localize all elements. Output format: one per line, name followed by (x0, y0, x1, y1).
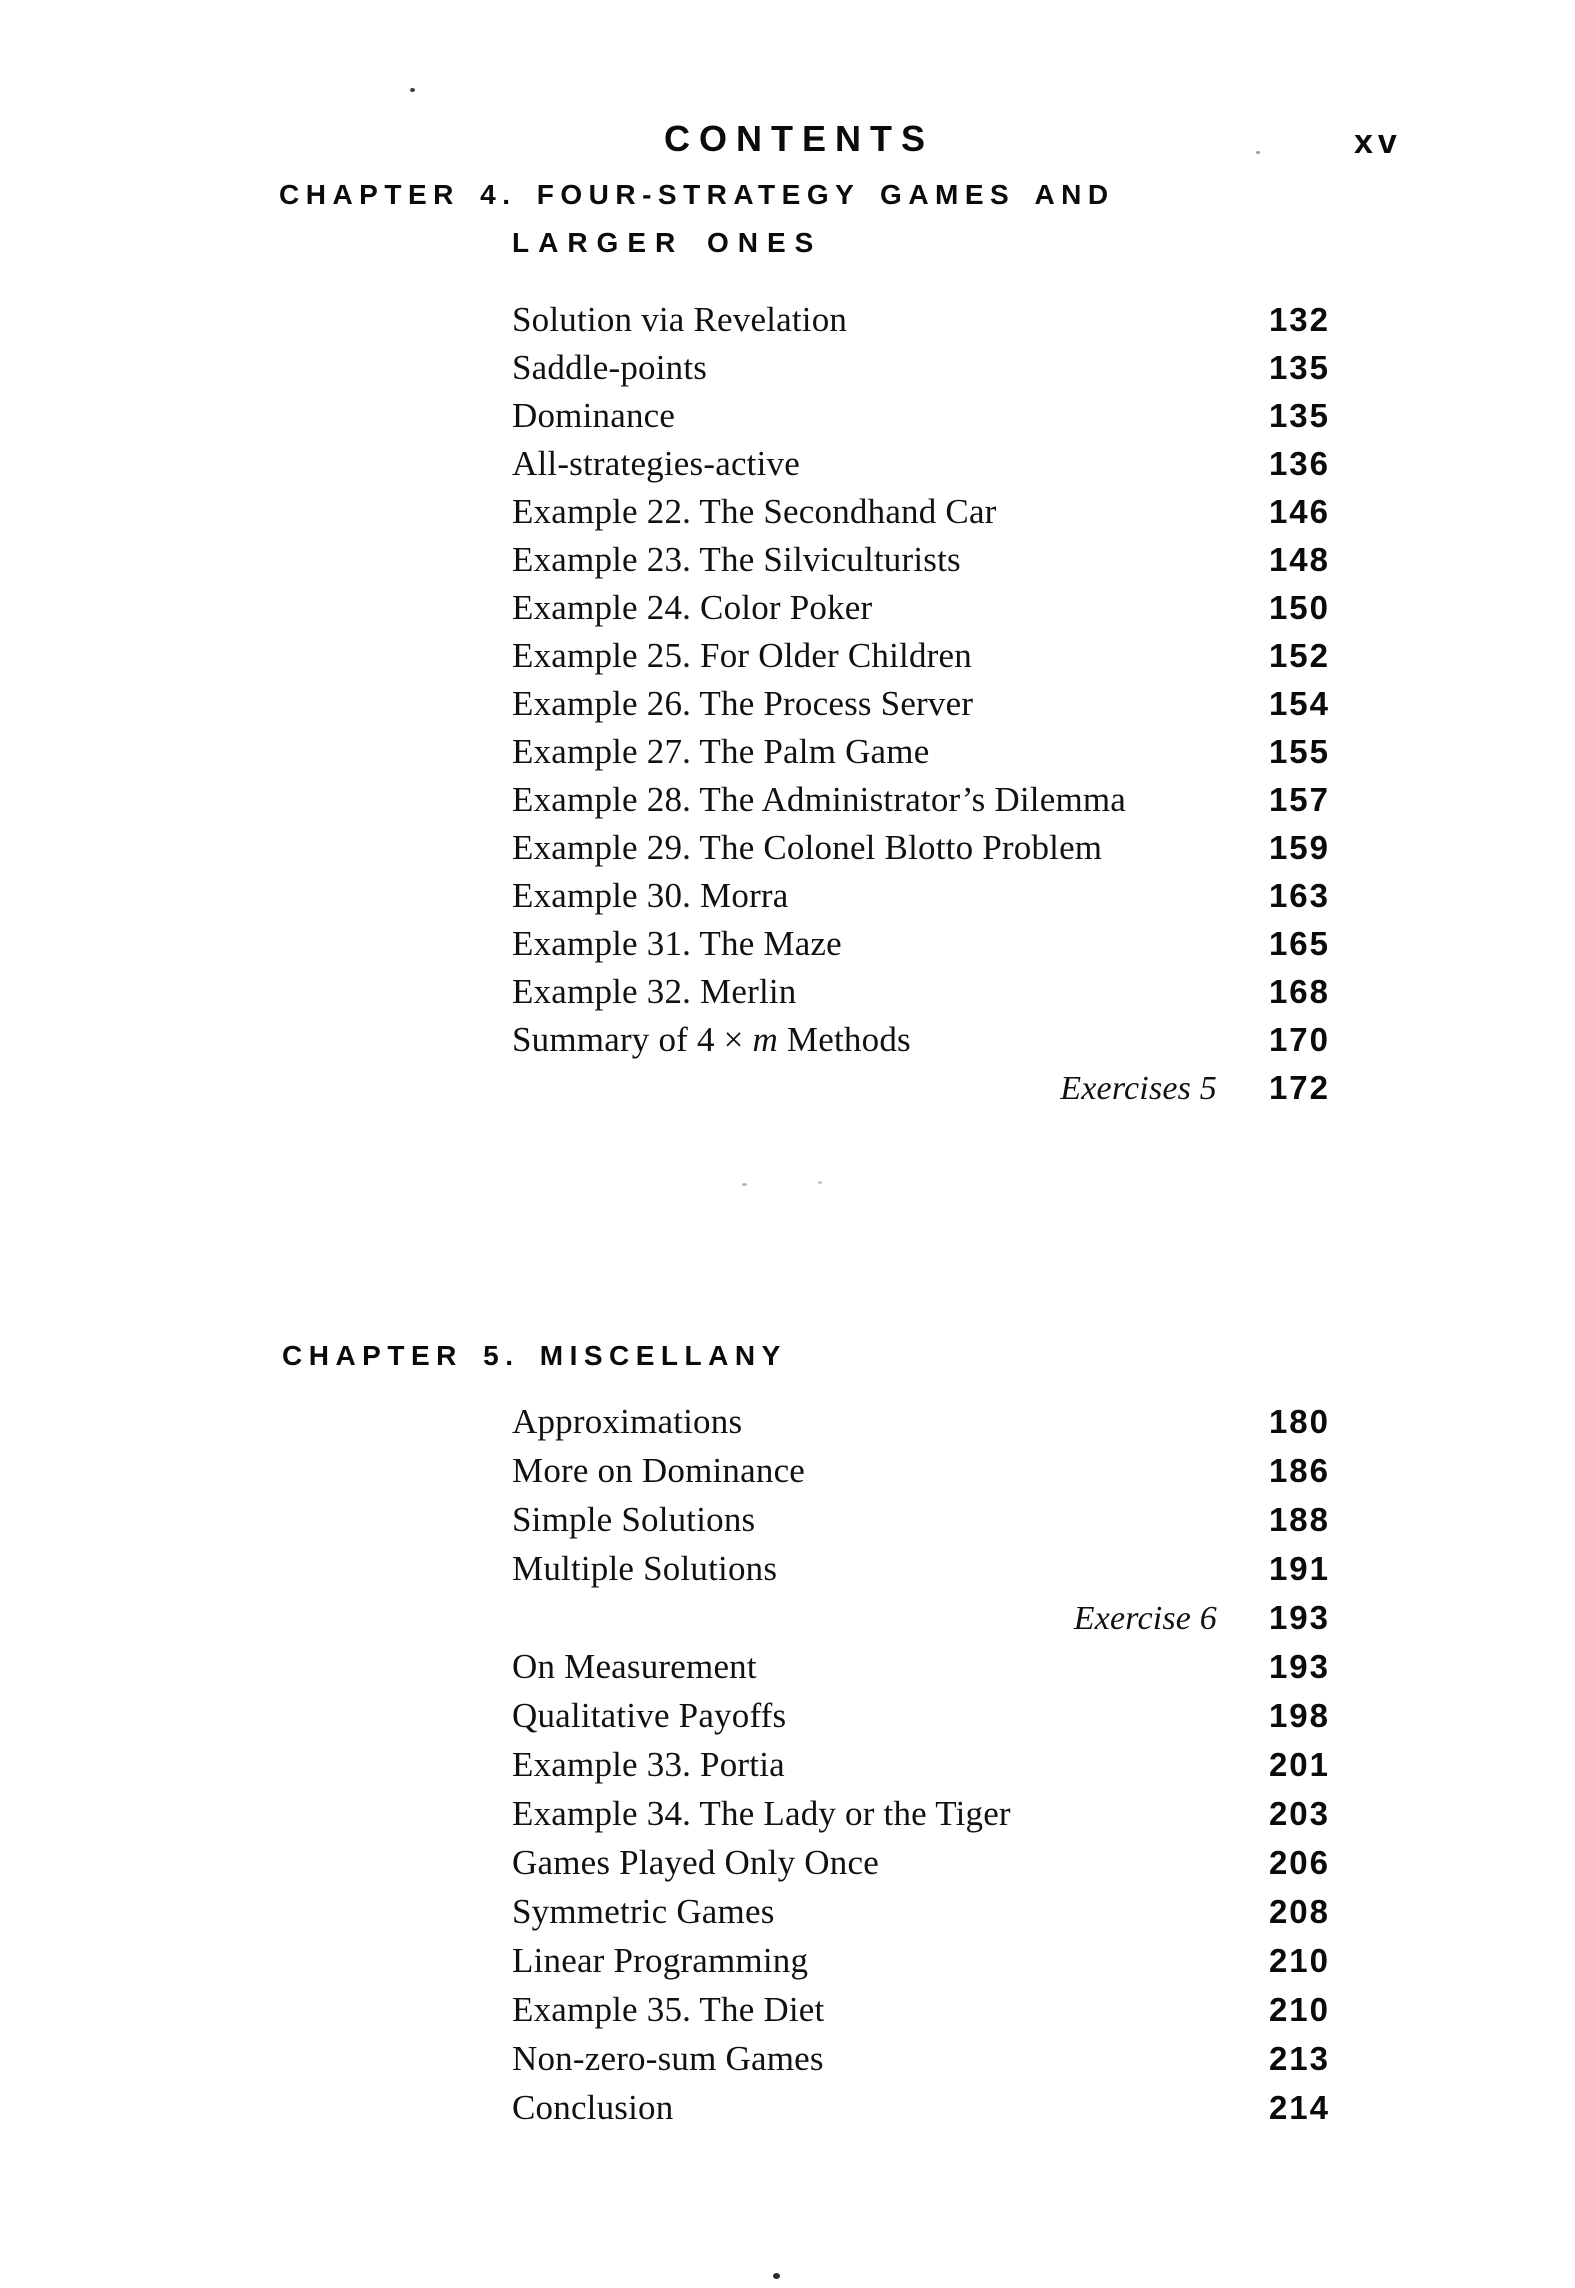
toc-entry-label: Saddle-points (512, 348, 708, 387)
toc-entry (512, 440, 1330, 488)
toc-entry-label: Simple Solutions (512, 1500, 756, 1539)
toc-entry-page: 213 (1268, 2040, 1330, 2077)
toc-entry-page: 203 (1268, 1795, 1330, 1832)
toc-entry-label: Summary of 4 × m Methods (512, 1020, 911, 1059)
toc-entry-label: Symmetric Games (512, 1892, 775, 1931)
toc-entry-label: Example 26. The Process Server (512, 684, 974, 723)
toc-entry (512, 344, 1330, 392)
toc-entry-label: Example 30. Morra (512, 876, 789, 915)
toc-entry-label: Example 27. The Palm Game (512, 732, 930, 771)
toc-entry-page: 180 (1268, 1403, 1330, 1440)
toc-entry-page: 208 (1268, 1893, 1330, 1930)
toc-entry-page: 214 (1268, 2089, 1330, 2126)
page-title: CONTENTS (664, 118, 934, 159)
toc-entry (512, 1446, 1330, 1495)
toc-entry-label: More on Dominance (512, 1451, 806, 1490)
toc-entry-page: 159 (1268, 829, 1330, 866)
toc-entry-label: On Measurement (512, 1647, 757, 1686)
scan-speck (818, 1181, 822, 1184)
toc-entry-page: 188 (1268, 1501, 1330, 1538)
toc-entry (512, 1936, 1330, 1985)
page-number: xv (1354, 123, 1402, 161)
toc-entry (512, 776, 1330, 824)
scan-speck (1256, 151, 1260, 154)
toc-entry-label: Example 24. Color Poker (512, 588, 873, 627)
toc-entry-label: Approximations (512, 1402, 743, 1441)
toc-entry-label: Example 32. Merlin (512, 972, 797, 1011)
toc-entry-page: 210 (1268, 1991, 1330, 2028)
toc-entry (512, 1544, 1330, 1593)
toc-entry (512, 1064, 1330, 1112)
toc-entry-page: 210 (1268, 1942, 1330, 1979)
toc-entry (512, 728, 1330, 776)
toc-entry-page: 172 (1268, 1069, 1330, 1106)
toc-entry (512, 1016, 1330, 1064)
toc-entry-label: Example 31. The Maze (512, 924, 842, 963)
toc-entry (512, 1838, 1330, 1887)
toc-entry (512, 1789, 1330, 1838)
chapter-4-heading (279, 171, 1115, 267)
toc-entry-page: 155 (1268, 733, 1330, 770)
toc-entry (512, 1740, 1330, 1789)
toc-entry (512, 1495, 1330, 1544)
toc-entry (512, 1593, 1330, 1642)
toc-entry (512, 824, 1330, 872)
toc-entry-label: Games Played Only Once (512, 1843, 879, 1882)
scan-speck (742, 1183, 747, 1186)
toc-entry-page: 154 (1268, 685, 1330, 722)
toc-entry-page: 193 (1268, 1599, 1330, 1636)
toc-entry-page: 157 (1268, 781, 1330, 818)
toc-entry (512, 968, 1330, 1016)
toc-entry-label: Example 28. The Administrator’s Dilemma (512, 780, 1127, 819)
toc-entry-label: Exercises 5 (1060, 1070, 1217, 1107)
toc-entry-page: 170 (1268, 1021, 1330, 1058)
toc-entry-page: 163 (1268, 877, 1330, 914)
toc-entry-label: Example 23. The Silviculturists (512, 540, 961, 579)
toc-entry (512, 920, 1330, 968)
chapter-4-heading-line1: CHAPTER 4. FOUR-STRATEGY GAMES AND (279, 179, 1115, 210)
toc-entry-label: Example 35. The Diet (512, 1990, 825, 2029)
toc-entry-page: 132 (1268, 301, 1330, 338)
toc-entry (512, 1887, 1330, 1936)
toc-entry (512, 632, 1330, 680)
toc-entry-label: Qualitative Payoffs (512, 1696, 787, 1735)
chapter-5-heading-line1: CHAPTER 5. MISCELLANY (282, 1340, 787, 1371)
toc-entry (512, 680, 1330, 728)
toc-entry-label: Example 25. For Older Children (512, 636, 972, 675)
toc-entry-label: All-strategies-active (512, 444, 800, 483)
toc-entry (512, 2083, 1330, 2132)
toc-entry-label: Example 29. The Colonel Blotto Problem (512, 828, 1103, 867)
toc-entry-page: 191 (1268, 1550, 1330, 1587)
chapter-5-heading (282, 1332, 787, 1380)
toc-entry (512, 296, 1330, 344)
toc-entry-label: Exercise 6 (1073, 1600, 1217, 1637)
chapter-4-entries (512, 296, 1330, 1112)
toc-entry-page: 146 (1268, 493, 1330, 530)
toc-entry-label: Conclusion (512, 2088, 674, 2127)
toc-entry-label: Example 22. The Secondhand Car (512, 492, 997, 531)
toc-entry-page: 135 (1268, 349, 1330, 386)
chapter-4-heading-line2: LARGER ONES (512, 227, 823, 258)
toc-entry-label: Non-zero-sum Games (512, 2039, 824, 2078)
toc-entry (512, 1397, 1330, 1446)
toc-entry-page: 201 (1268, 1746, 1330, 1783)
toc-entry (512, 1691, 1330, 1740)
toc-entry (512, 2034, 1330, 2083)
toc-entry-page: 136 (1268, 445, 1330, 482)
toc-entry-page: 152 (1268, 637, 1330, 674)
scan-speck (773, 2273, 780, 2279)
toc-entry-label: Multiple Solutions (512, 1549, 778, 1588)
scan-speck (410, 88, 415, 92)
toc-entry-page: 165 (1268, 925, 1330, 962)
toc-entry (512, 1642, 1330, 1691)
toc-entry-page: 168 (1268, 973, 1330, 1010)
toc-entry-page: 148 (1268, 541, 1330, 578)
toc-entry-label: Example 33. Portia (512, 1745, 785, 1784)
toc-entry-label: Linear Programming (512, 1941, 809, 1980)
toc-entry (512, 536, 1330, 584)
toc-entry-label: Dominance (512, 396, 676, 435)
toc-entry-page: 150 (1268, 589, 1330, 626)
toc-entry-page: 135 (1268, 397, 1330, 434)
toc-entry (512, 1985, 1330, 2034)
chapter-5-entries (512, 1397, 1330, 2132)
toc-entry-page: 193 (1268, 1648, 1330, 1685)
toc-entry-label: Example 34. The Lady or the Tiger (512, 1794, 1011, 1833)
toc-entry (512, 872, 1330, 920)
toc-entry (512, 584, 1330, 632)
toc-entry (512, 392, 1330, 440)
toc-entry-page: 186 (1268, 1452, 1330, 1489)
toc-entry-label: Solution via Revelation (512, 300, 848, 339)
toc-entry (512, 488, 1330, 536)
toc-entry-page: 198 (1268, 1697, 1330, 1734)
toc-entry-page: 206 (1268, 1844, 1330, 1881)
